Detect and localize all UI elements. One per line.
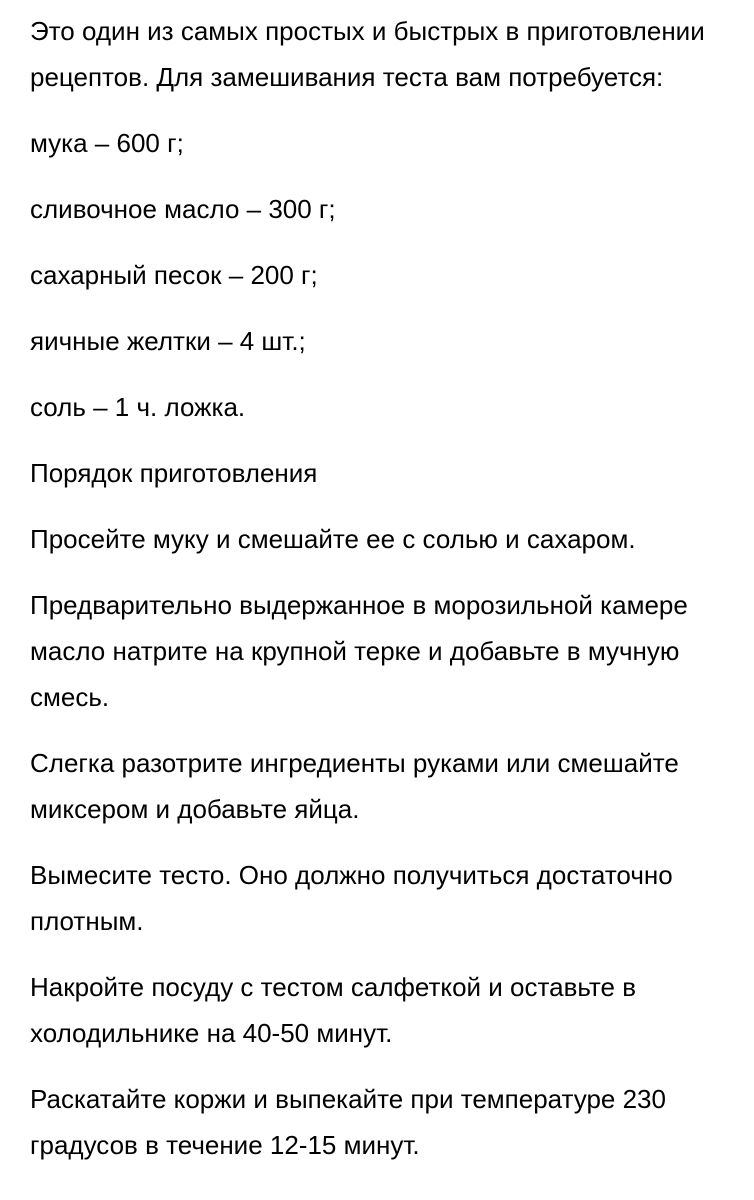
step-mix-add-eggs: Слегка разотрите ингредиенты руками или смешайте миксером и добавьте яйца. bbox=[30, 748, 679, 824]
ingredient-butter: сливочное масло – 300 г; bbox=[30, 194, 336, 224]
ingredient-salt: соль – 1 ч. ложка. bbox=[30, 392, 246, 422]
intro-paragraph: Это один из самых простых и быстрых в приготовлении рецептов. Для замешивания теста вам потребуется: bbox=[30, 16, 705, 92]
step-bake: Раскатайте коржи и выпекайте при температуре 230 градусов в течение 12-15 минут. bbox=[30, 1084, 666, 1160]
step-knead-dough: Вымесите тесто. Оно должно получиться достаточно плотным. bbox=[30, 860, 673, 936]
step-refrigerate: Накройте посуду с тестом салфеткой и оставьте в холодильнике на 40-50 минут. bbox=[30, 972, 637, 1048]
section-heading-preparation: Порядок приготовления bbox=[30, 458, 318, 488]
ingredient-sugar: сахарный песок – 200 г; bbox=[30, 260, 318, 290]
article-body bbox=[30, 8, 730, 1188]
step-sift-flour: Просейте муку и смешайте ее с солью и сахаром. bbox=[30, 524, 636, 554]
ingredient-yolks: яичные желтки – 4 шт.; bbox=[30, 326, 306, 356]
ingredient-flour: мука – 600 г; bbox=[30, 128, 184, 158]
step-grate-butter: Предварительно выдержанное в морозильной камере масло натрите на крупной терке и добавьте в мучную смесь. bbox=[30, 590, 688, 712]
